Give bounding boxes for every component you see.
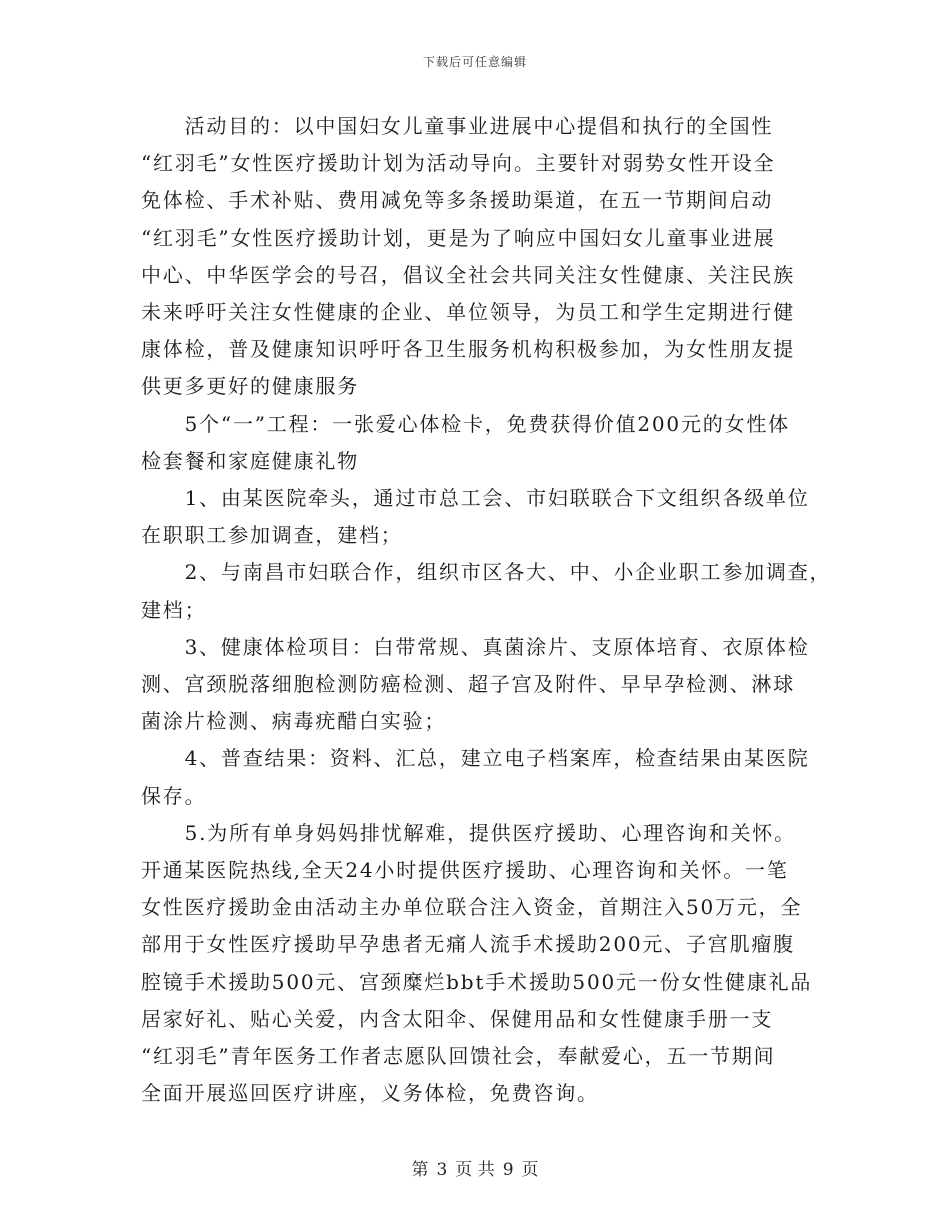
text-line: “红羽毛”女性医疗援助计划为活动导向。主要针对弱势女性开设全: [141, 151, 776, 176]
total-pages-number: 9: [502, 1160, 514, 1180]
text-line: 3、健康体检项目：白带常规、真菌涂片、支原体培育、衣原体检: [141, 634, 810, 659]
paragraph-item-3: [141, 629, 813, 741]
paragraph-five-projects: [141, 406, 813, 480]
text-line: 康体检，普及健康知识呼吁各卫生服务机构积极参加，为女性朋友提: [141, 337, 795, 362]
paragraph-item-2: [141, 554, 832, 628]
page-label-prefix: 第: [411, 1160, 429, 1180]
header-note: 下载后可任意编辑: [422, 55, 527, 69]
page-label-middle: 页 共: [455, 1160, 495, 1180]
paragraph-item-4: [141, 740, 813, 814]
text-line: 检套餐和家庭健康礼物: [141, 448, 359, 473]
text-line: 全面开展巡回医疗讲座，义务体检，免费咨询。: [141, 1081, 599, 1106]
text-line: 建档；: [141, 597, 207, 622]
text-line: 4、普查结果：资料、汇总，建立电子档案库，检查结果由某医院: [141, 746, 810, 771]
text-line: 开通某医院热线,全天24小时提供医疗援助、心理咨询和关怀。一笔: [141, 858, 789, 883]
paragraph-item-5: [141, 815, 813, 1113]
current-page-number: 3: [436, 1160, 448, 1180]
text-line: 女性医疗援助金由活动主办单位联合注入资金，首期注入50万元，全: [141, 895, 803, 920]
text-line: 在职职工参加调查，建档；: [141, 523, 403, 548]
paragraph-item-1: [141, 480, 813, 554]
text-line: “红羽毛”女性医疗援助计划，更是为了响应中国妇女儿童事业进展: [141, 225, 776, 250]
text-line: 5个“一”工程：一张爱心体检卡，免费获得价值200元的女性体: [141, 411, 790, 436]
text-line: 居家好礼、贴心关爱，内含太阳伞、保健用品和女性健康手册一支: [141, 1006, 774, 1031]
text-line: 5.为所有单身妈妈排忧解难，提供医疗援助、心理咨询和关怀。: [141, 820, 796, 845]
text-line: 2、与南昌市妇联合作，组织市区各大、中、小企业职工参加调查，: [141, 560, 832, 585]
text-line: 腔镜手术援助500元、宫颈糜烂bbt手术援助500元一份女性健康礼品: [141, 969, 813, 994]
text-line: “红羽毛”青年医务工作者志愿队回馈社会，奉献爱心，五一节期间: [141, 1044, 776, 1069]
text-line: 保存。: [141, 783, 207, 808]
text-line: 免体检、手术补贴、费用减免等多条援助渠道，在五一节期间启动: [141, 188, 774, 213]
page-footer: [0, 1155, 950, 1180]
text-line: 供更多更好的健康服务: [141, 374, 359, 399]
page-label-suffix: 页: [521, 1160, 539, 1180]
text-line: 未来呼吁关注女性健康的企业、单位领导，为员工和学生定期进行健: [141, 300, 795, 325]
text-line: 中心、中华医学会的号召，倡议全社会共同关注女性健康、关注民族: [141, 262, 795, 287]
paragraph-purpose: [141, 108, 813, 406]
document-body: [141, 108, 832, 1112]
text-line: 菌涂片检测、病毒疣醋白实验；: [141, 709, 447, 734]
text-line: 部用于女性医疗援助早孕患者无痛人流手术援助200元、子宫肌瘤腹: [141, 932, 795, 957]
text-line: 测、宫颈脱落细胞检测防癌检测、超子宫及附件、早早孕检测、淋球: [141, 672, 795, 697]
text-line: 1、由某医院牵头，通过市总工会、市妇联联合下文组织各级单位: [141, 486, 810, 511]
text-line: 活动目的：以中国妇女儿童事业进展中心提倡和执行的全国性: [141, 114, 774, 138]
